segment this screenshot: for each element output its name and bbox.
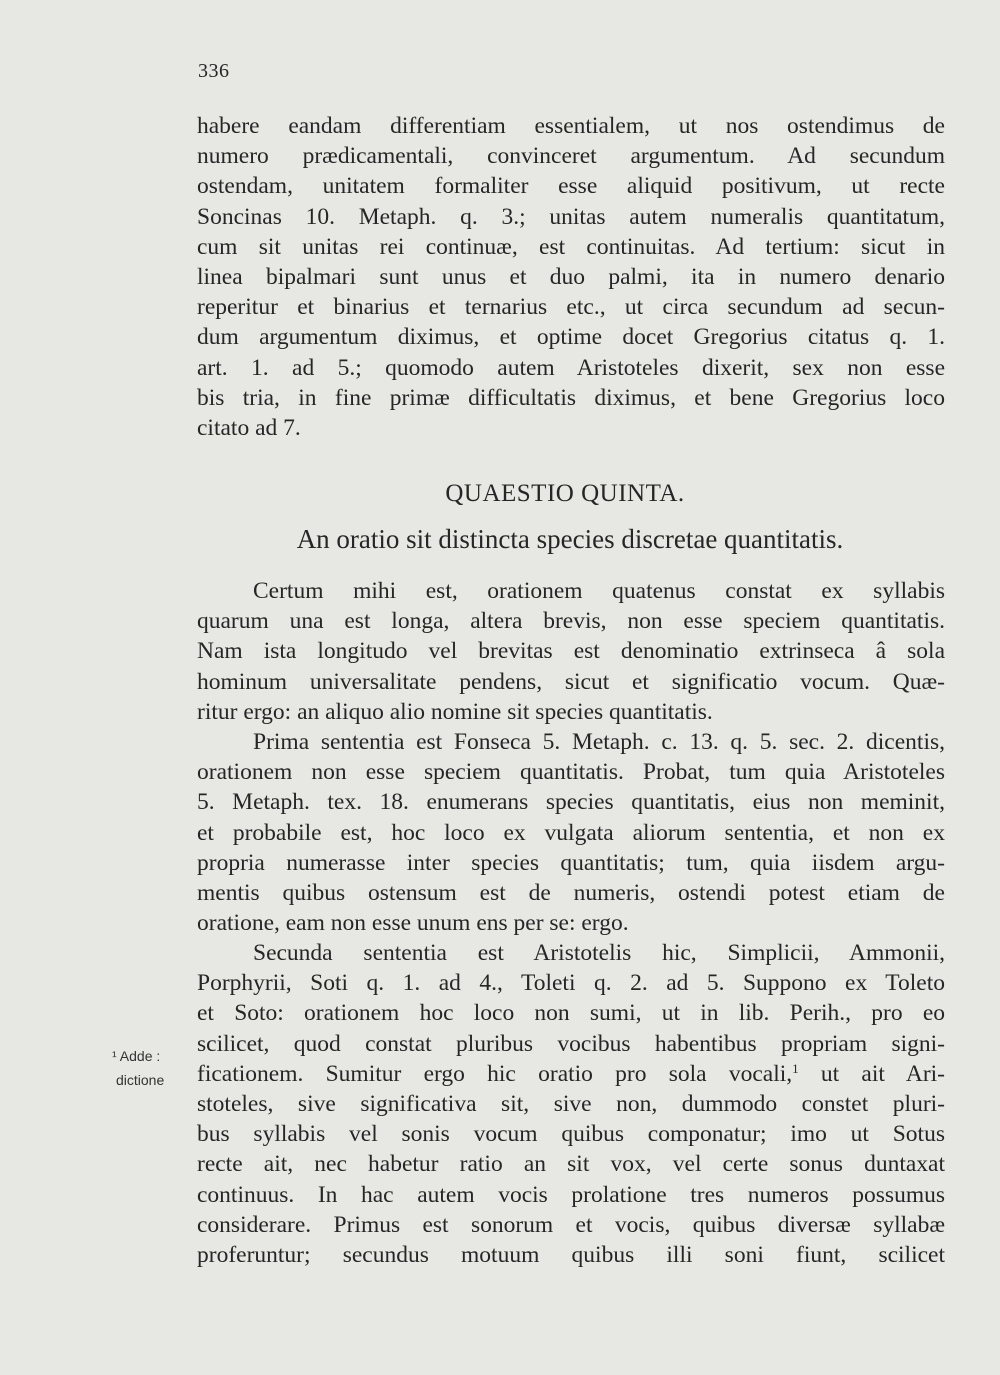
text-line: quarum una est longa, altera brevis, non esse speciem quantitatis. <box>197 608 945 635</box>
text-line: ostendam, unitatem formaliter esse aliquid positivum, ut recte <box>197 173 945 200</box>
text-line: dum argumentum diximus, et optime docet Gregorius citatus q. 1. <box>197 324 945 351</box>
text-line <box>197 1059 945 1089</box>
text-line: bis tria, in fine primæ difficultatis diximus, et bene Gregorius loco <box>197 384 945 411</box>
text-line: Soncinas 10. Metaph. q. 3.; unitas autem numeralis quantitatum, <box>197 203 945 230</box>
text-line: orationem non esse speciem quantitatis. Probat, tum quia Aristoteles <box>197 759 945 786</box>
text-line: cum sit unitas rei continuæ, est continuitas. Ad tertium: sicut in <box>197 233 945 260</box>
text-line: stoteles, sive significativa sit, sive non, dummodo constet pluri- <box>197 1090 945 1117</box>
text-line: linea bipalmari sunt unus et duo palmi, ita in numero denario <box>197 263 945 290</box>
text-line: hominum universalitate pendens, sicut et significatio vocum. Quæ- <box>197 668 945 695</box>
section-subtitle: An oratio sit distincta species discretae quantitatis. <box>296 524 844 554</box>
text-line: et probabile est, hoc loco ex vulgata aliorum sententia, et non ex <box>197 819 945 846</box>
text-line: reperitur et binarius et ternarius etc., ut circa secundum ad secun- <box>197 294 945 321</box>
text-line: citato ad 7. <box>197 414 301 441</box>
text-line: Certum mihi est, orationem quatenus constat ex syllabis <box>253 578 945 604</box>
text-line: art. 1. ad 5.; quomodo autem Aristoteles dixerit, sex non esse <box>197 354 945 381</box>
text-line: proferuntur; secundus motuum quibus illi soni fiunt, scilicet <box>197 1241 945 1268</box>
footnote-line: dictione <box>116 1072 165 1088</box>
text-line: Nam ista longitudo vel brevitas est denominatio extrinseca â sola <box>197 638 945 665</box>
paragraph-second-opinion <box>197 938 945 1270</box>
text-segment: ut ait Ari- <box>798 1060 945 1087</box>
footnote-reference: 1 <box>792 1060 799 1076</box>
footnote-mark: ¹ <box>112 1048 117 1064</box>
margin-footnote <box>112 1044 192 1092</box>
text-line: mentis quibus ostensum est de numeris, ostendi potest etiam de <box>197 879 945 906</box>
text-segment: ficationem. Sumitur ergo hic oratio pro sola vocali, <box>197 1060 793 1087</box>
text-line: et Soto: orationem hoc loco non sumi, ut in lib. Perih., pro eo <box>197 1000 945 1027</box>
text-line: Porphyrii, Soti q. 1. ad 4., Toleti q. 2. ad 5. Suppono ex Toleto <box>197 970 945 997</box>
text-line: oratione, eam non esse unum ens per se: ergo. <box>197 910 629 937</box>
paragraph-conclusion <box>197 111 945 443</box>
text-line: propria numerasse inter species quantitatis; tum, quia iisdem argu- <box>197 849 945 876</box>
text-line: recte ait, nec habetur ratio an sit vox, vel certe sonus duntaxat <box>197 1151 945 1178</box>
footnote-line <box>112 1044 192 1068</box>
text-line: 5. Metaph. tex. 18. enumerans species quantitatis, eius non meminit, <box>197 789 945 816</box>
text-line: numero prædicamentali, convinceret argumentum. Ad secundum <box>197 143 945 170</box>
text-line: considerare. Primus est sonorum et vocis, quibus diversæ syllabæ <box>197 1211 945 1238</box>
paragraph-intro <box>197 576 945 727</box>
footnote-text: Adde : <box>119 1048 161 1064</box>
section-title: QUAESTIO QUINTA. <box>445 480 685 507</box>
page-number: 336 <box>198 60 230 82</box>
text-line: Prima sententia est Fonseca 5. Metaph. c. 13. q. 5. sec. 2. dicentis, <box>253 729 945 755</box>
text-line: habere eandam differentiam essentialem, ut nos ostendimus de <box>197 113 945 139</box>
text-line: scilicet, quod constat pluribus vocibus habentibus propriam signi- <box>197 1030 945 1057</box>
paragraph-first-opinion <box>197 727 945 938</box>
text-line: bus syllabis vel sonis vocum quibus componatur; imo ut Sotus <box>197 1121 945 1148</box>
text-line: Secunda sententia est Aristotelis hic, Simplicii, Ammonii, <box>253 940 945 966</box>
text-line: continuus. In hac autem vocis prolatione tres numeros possumus <box>197 1181 945 1208</box>
text-line: ritur ergo: an aliquo alio nomine sit species quantitatis. <box>197 698 713 725</box>
